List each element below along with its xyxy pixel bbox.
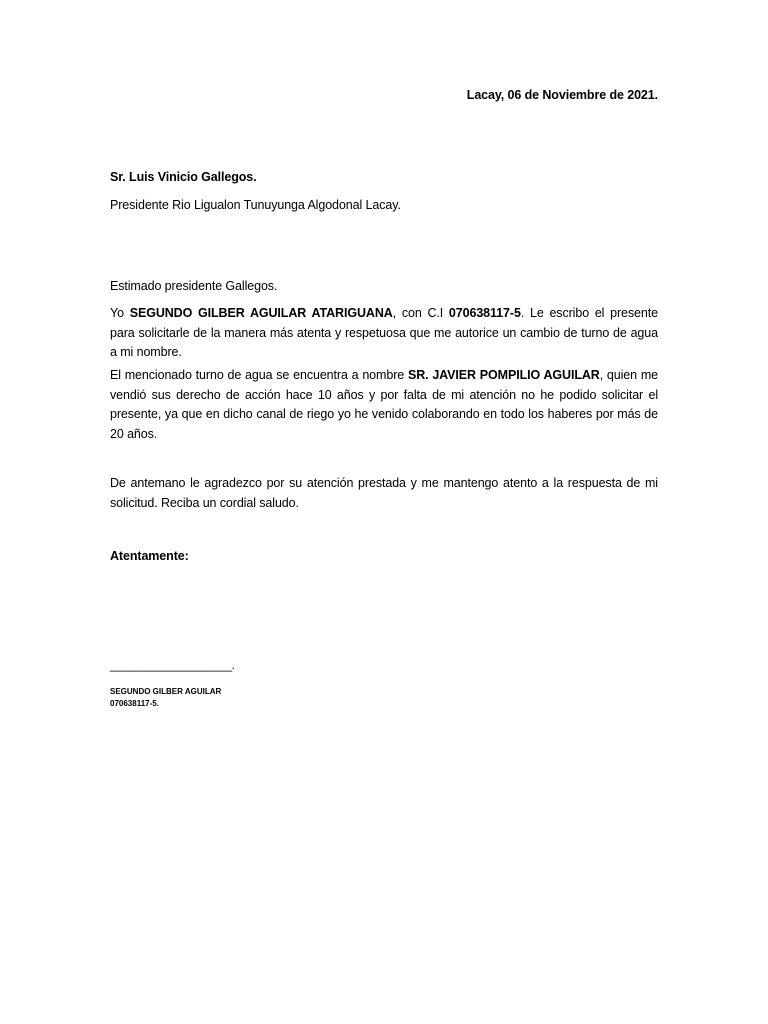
sender-id-number: 070638117-5	[448, 306, 521, 320]
recipient-title: Presidente Rio Ligualon Tunuyunga Algodonal Lacay.	[110, 198, 401, 212]
letter-greeting: Estimado presidente Gallegos.	[110, 279, 278, 293]
signature-line: ____________________.	[110, 658, 235, 672]
signature-name: SEGUNDO GILBER AGUILAR	[110, 687, 222, 696]
letter-closing: Atentamente:	[110, 549, 189, 563]
paragraph-request-text-1: Yo	[110, 306, 130, 320]
paragraph-background-text-1: El mencionado turno de agua se encuentra a nombre	[110, 368, 408, 382]
current-owner-name: SR. JAVIER POMPILIO AGUILAR	[407, 368, 600, 382]
paragraph-request-text-3: . Le escribo el presente para solicitarle de la manera más atenta y respetuosa que me autorice un cambio de turno de agua a mi nombre.	[110, 306, 658, 359]
signature-id-number: 070638117-5.	[110, 699, 159, 708]
paragraph-request-text-2: , con C.I	[392, 306, 449, 320]
paragraph-background	[110, 366, 658, 444]
letter-date: Lacay, 06 de Noviembre de 2021.	[466, 88, 658, 102]
sender-full-name: SEGUNDO GILBER AGUILAR ATARIGUANA	[129, 306, 393, 320]
paragraph-thanks: De antemano le agradezco por su atención prestada y me mantengo atento a la respuesta de mi solicitud. Reciba un cordial saludo.	[110, 476, 658, 510]
paragraph-request	[110, 304, 658, 363]
paragraph-background-text-2: , quien me vendió sus derecho de acción hace 10 años y por falta de mi atención no he podido solicitar el presente, ya que en dicho canal de riego yo he venido colaborando en todo los haberes por más de 20 años.	[110, 368, 659, 441]
recipient-name: Sr. Luis Vinicio Gallegos.	[110, 170, 257, 184]
